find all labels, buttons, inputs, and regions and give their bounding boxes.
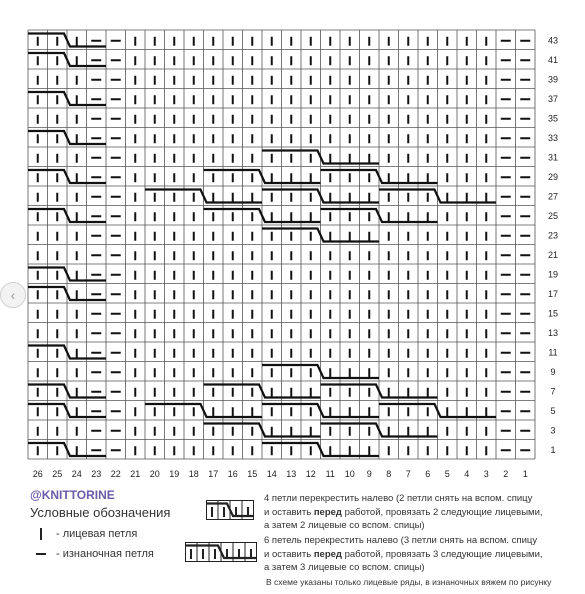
column-number: 26 (32, 469, 43, 479)
footnote: В схеме указаны только лицевые ряды, в изнаночных вяжем по рисунку (266, 577, 552, 587)
row-number: 21 (547, 249, 559, 260)
row-number: 39 (547, 74, 559, 85)
column-number: 22 (110, 469, 121, 479)
legend-knit (32, 528, 137, 540)
column-number: 16 (227, 469, 238, 479)
column-number: 15 (247, 469, 258, 479)
column-number: 6 (425, 469, 431, 479)
legend-purl-label: - изнаночная петля (56, 548, 154, 560)
column-number: 10 (344, 469, 355, 479)
column-number: 21 (130, 469, 141, 479)
column-number: 4 (464, 469, 470, 479)
column-number: 1 (522, 469, 528, 479)
column-number: 8 (386, 469, 392, 479)
knit-stitch-icon (32, 528, 50, 540)
column-number: 9 (366, 469, 372, 479)
column-number: 11 (325, 469, 335, 479)
row-number: 27 (547, 191, 559, 202)
purl-stitch-icon (32, 553, 50, 555)
row-number: 35 (547, 113, 559, 124)
row-number: 29 (547, 171, 559, 182)
chevron-left-icon: ‹ (10, 287, 16, 303)
column-number: 12 (305, 469, 316, 479)
legend-knit-label: - лицевая петля (56, 528, 138, 540)
column-number: 7 (405, 469, 411, 479)
column-number: 24 (71, 469, 82, 479)
row-number: 25 (547, 210, 559, 221)
column-number: 25 (52, 469, 63, 479)
carousel-prev-button[interactable] (0, 282, 26, 308)
row-number: 37 (547, 93, 559, 104)
row-number: 31 (547, 152, 559, 163)
column-number: 13 (286, 469, 297, 479)
row-number: 33 (547, 132, 559, 143)
brand-handle: @KNITTORINE (30, 488, 115, 502)
legend-title: Условные обозначения (30, 505, 171, 520)
row-number: 15 (547, 308, 559, 319)
row-number: 7 (550, 386, 556, 397)
row-number: 17 (547, 288, 559, 299)
row-number: 9 (550, 366, 556, 377)
row-number: 43 (547, 35, 559, 46)
legend-purl (32, 548, 154, 560)
column-number: 14 (266, 469, 277, 479)
column-number: 17 (208, 469, 219, 479)
column-number: 18 (188, 469, 199, 479)
cable-4-description: 4 петли перекрестить налево (2 петли снять на вспом. спицу и оставить перед работой, провязать 2 следующие лицевыми, а затем 2 лицевые со вспом. спицы) (264, 493, 543, 531)
row-number: 41 (547, 54, 559, 65)
column-number: 2 (503, 469, 509, 479)
column-number: 20 (149, 469, 160, 479)
column-number: 23 (91, 469, 102, 479)
cable-4-symbol (206, 500, 254, 520)
row-number: 5 (550, 405, 556, 416)
row-number: 19 (547, 269, 559, 280)
row-number: 3 (550, 425, 556, 436)
row-number: 11 (548, 347, 558, 358)
cable-6-symbol (185, 542, 257, 562)
row-number: 1 (550, 444, 556, 455)
row-number: 23 (547, 230, 559, 241)
column-number: 5 (444, 469, 450, 479)
column-number: 19 (169, 469, 180, 479)
column-number: 3 (483, 469, 489, 479)
cable-6-description: 6 петель перекрестить налево (3 петли снять на вспом. спицу и оставить перед работой, провязать 3 следующие лицевыми, а затем 3 лицевые со вспом. спицы) (264, 535, 543, 573)
row-number: 13 (547, 327, 559, 338)
